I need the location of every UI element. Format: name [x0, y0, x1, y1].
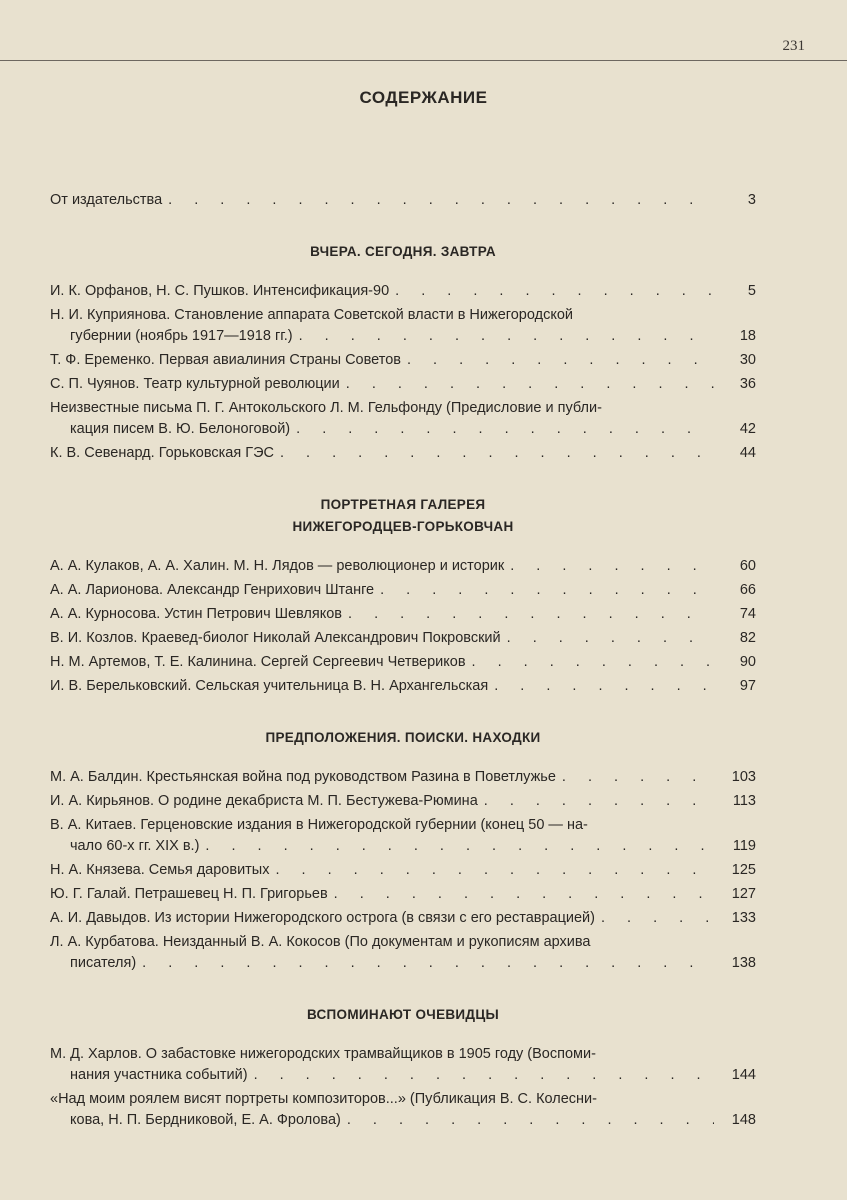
- entry-line: [50, 305, 714, 326]
- entry-page-number: 125: [731, 862, 756, 878]
- entry-line: [50, 932, 714, 953]
- entry-text: губернии (ноябрь 1917—1918 гг.): [70, 328, 293, 344]
- section-title: [50, 494, 756, 538]
- toc-entry: [50, 580, 756, 601]
- toc-entry: [50, 860, 756, 881]
- toc-entry: [50, 628, 756, 649]
- entry-page-number: 36: [739, 376, 756, 392]
- entry-text: И. А. Кирьянов. О родине декабриста М. П. Бестужева-Рюмина: [50, 793, 478, 809]
- entry-text: С. П. Чуянов. Театр культурной революции: [50, 376, 340, 392]
- entry-line: [50, 953, 714, 974]
- entry-line: [50, 884, 714, 905]
- entry-page-number: 133: [731, 910, 756, 926]
- toc-section: [50, 190, 756, 211]
- toc-entry: [50, 398, 756, 440]
- entry-line: [50, 326, 714, 347]
- dot-leader: [395, 281, 714, 302]
- dot-leader: [334, 884, 714, 905]
- toc-entry: [50, 443, 756, 464]
- entry-page-number: 66: [739, 582, 756, 598]
- toc-entry: [50, 884, 756, 905]
- entry-page-number: 82: [739, 630, 756, 646]
- entry-line: [50, 350, 714, 371]
- entry-page-number: 5: [747, 283, 756, 299]
- toc-section: [50, 241, 756, 464]
- entry-page-number: 74: [739, 606, 756, 622]
- dot-leader: [562, 767, 714, 788]
- entry-line: [50, 419, 714, 440]
- toc-entry: [50, 815, 756, 857]
- entry-page-number: 30: [739, 352, 756, 368]
- entry-line: [50, 281, 714, 302]
- entry-line: [50, 604, 714, 625]
- entry-page-number: 148: [731, 1112, 756, 1128]
- toc-entry: [50, 1044, 756, 1086]
- entry-text: Н. М. Артемов, Т. Е. Калинина. Сергей Сергеевич Четвериков: [50, 654, 466, 670]
- entry-line: [50, 190, 714, 211]
- toc-entry: [50, 767, 756, 788]
- section-title-line: ПРЕДПОЛОЖЕНИЯ. ПОИСКИ. НАХОДКИ: [265, 730, 541, 745]
- dot-leader: [254, 1065, 714, 1086]
- entry-page-number: 138: [731, 955, 756, 971]
- dot-leader: [299, 326, 714, 347]
- entry-text: М. А. Балдин. Крестьянская война под руководством Разина в Поветлужье: [50, 769, 556, 785]
- dot-leader: [510, 556, 714, 577]
- entry-text: И. К. Орфанов, Н. С. Пушков. Интенсификация-90: [50, 283, 390, 299]
- toc-entry: [50, 374, 756, 395]
- section-title: [50, 1004, 756, 1026]
- toc-section: [50, 494, 756, 697]
- entry-page-number: 3: [747, 192, 756, 208]
- entry-line: [50, 1089, 714, 1110]
- entry-page-number: 97: [739, 678, 756, 694]
- entry-line: [50, 836, 714, 857]
- dot-leader: [280, 443, 714, 464]
- toc-entry: [50, 932, 756, 974]
- entry-line: [50, 628, 714, 649]
- entry-text: В. А. Китаев. Герценовские издания в Нижегородской губернии (конец 50 — на-: [50, 817, 588, 833]
- entry-text: И. В. Берельковский. Сельская учительница В. Н. Архангельская: [50, 678, 489, 694]
- entry-page-number: 18: [739, 328, 756, 344]
- toc-entry: [50, 652, 756, 673]
- entry-line: [50, 815, 714, 836]
- entry-text: «Над моим роялем висят портреты композиторов...» (Публикация В. С. Колесни-: [50, 1091, 597, 1107]
- entry-text: кация писем В. Ю. Белоноговой): [70, 421, 291, 437]
- toc-entry: [50, 791, 756, 812]
- toc-entry: [50, 908, 756, 929]
- dot-leader: [494, 676, 714, 697]
- entry-page-number: 60: [739, 558, 756, 574]
- toc-entry: [50, 281, 756, 302]
- entry-text: писателя): [70, 955, 137, 971]
- section-title-line: НИЖЕГОРОДЦЕВ-ГОРЬКОВЧАН: [292, 519, 514, 534]
- entry-line: [50, 1065, 714, 1086]
- entry-line: [50, 443, 714, 464]
- dot-leader: [168, 190, 714, 211]
- dot-leader: [347, 1110, 714, 1131]
- entry-page-number: 44: [739, 445, 756, 461]
- page-title: СОДЕРЖАНИЕ: [359, 88, 488, 107]
- entry-line: [50, 374, 714, 395]
- entry-line: [50, 767, 714, 788]
- table-of-contents: [50, 190, 756, 1161]
- entry-text: Л. А. Курбатова. Неизданный В. А. Кокосов (По документам и рукописям архива: [50, 934, 591, 950]
- entry-page-number: 113: [732, 793, 756, 809]
- toc-section: [50, 727, 756, 974]
- toc-entry: [50, 676, 756, 697]
- toc-entry: [50, 1089, 756, 1131]
- toc-entry: [50, 556, 756, 577]
- entry-page-number: 90: [739, 654, 756, 670]
- dot-leader: [205, 836, 714, 857]
- dot-leader: [507, 628, 714, 649]
- entry-text: Н. И. Куприянова. Становление аппарата Советской власти в Нижегородской: [50, 307, 573, 323]
- toc-entry: [50, 604, 756, 625]
- toc-entry: [50, 305, 756, 347]
- entry-line: [50, 1044, 714, 1065]
- dot-leader: [601, 908, 714, 929]
- entry-text: нания участника событий): [70, 1067, 248, 1083]
- section-title-line: ВЧЕРА. СЕГОДНЯ. ЗАВТРА: [310, 244, 496, 259]
- entry-text: От издательства: [50, 192, 163, 208]
- entry-text: А. А. Кулаков, А. А. Халин. М. Н. Лядов — революционер и историк: [50, 558, 505, 574]
- entry-text: Н. А. Князева. Семья даровитых: [50, 862, 270, 878]
- header-rule: [0, 60, 847, 61]
- section-title: [50, 727, 756, 749]
- entry-text: Т. Ф. Еременко. Первая авиалиния Страны Советов: [50, 352, 401, 368]
- dot-leader: [380, 580, 714, 601]
- dot-leader: [484, 791, 714, 812]
- dot-leader: [472, 652, 714, 673]
- entry-page-number: 119: [732, 838, 756, 854]
- entry-text: кова, Н. П. Бердниковой, Е. А. Фролова): [70, 1112, 341, 1128]
- entry-page-number: 144: [731, 1067, 756, 1083]
- entry-line: [50, 556, 714, 577]
- entry-text: В. И. Козлов. Краевед-биолог Николай Александрович Покровский: [50, 630, 501, 646]
- page-number: 231: [782, 38, 805, 54]
- entry-text: Ю. Г. Галай. Петрашевец Н. П. Григорьев: [50, 886, 328, 902]
- section-title-line: ПОРТРЕТНАЯ ГАЛЕРЕЯ: [320, 497, 486, 512]
- dot-leader: [275, 860, 714, 881]
- toc-section: [50, 1004, 756, 1131]
- entry-page-number: 127: [731, 886, 756, 902]
- entry-line: [50, 791, 714, 812]
- entry-text: М. Д. Харлов. О забастовке нижегородских трамвайщиков в 1905 году (Воспоми-: [50, 1046, 596, 1062]
- entry-line: [50, 860, 714, 881]
- section-title-line: ВСПОМИНАЮТ ОЧЕВИДЦЫ: [306, 1007, 500, 1022]
- entry-text: А. А. Ларионова. Александр Генрихович Штанге: [50, 582, 375, 598]
- entry-line: [50, 1110, 714, 1131]
- section-title: [50, 241, 756, 263]
- entry-line: [50, 908, 714, 929]
- dot-leader: [296, 419, 714, 440]
- entry-page-number: 103: [731, 769, 756, 785]
- dot-leader: [142, 953, 714, 974]
- entry-line: [50, 398, 714, 419]
- toc-entry: [50, 190, 756, 211]
- entry-text: чало 60-х гг. XIX в.): [70, 838, 200, 854]
- entry-line: [50, 580, 714, 601]
- entry-text: А. И. Давыдов. Из истории Нижегородского острога (в связи с его реставрацией): [50, 910, 595, 926]
- entry-page-number: 42: [739, 421, 756, 437]
- dot-leader: [407, 350, 714, 371]
- dot-leader: [348, 604, 714, 625]
- toc-entry: [50, 350, 756, 371]
- entry-text: К. В. Севенард. Горьковская ГЭС: [50, 445, 274, 461]
- entry-text: Неизвестные письма П. Г. Антокольского Л. М. Гельфонду (Предисловие и публи-: [50, 400, 602, 416]
- entry-text: А. А. Курносова. Устин Петрович Шевляков: [50, 606, 343, 622]
- entry-line: [50, 676, 714, 697]
- dot-leader: [346, 374, 714, 395]
- entry-line: [50, 652, 714, 673]
